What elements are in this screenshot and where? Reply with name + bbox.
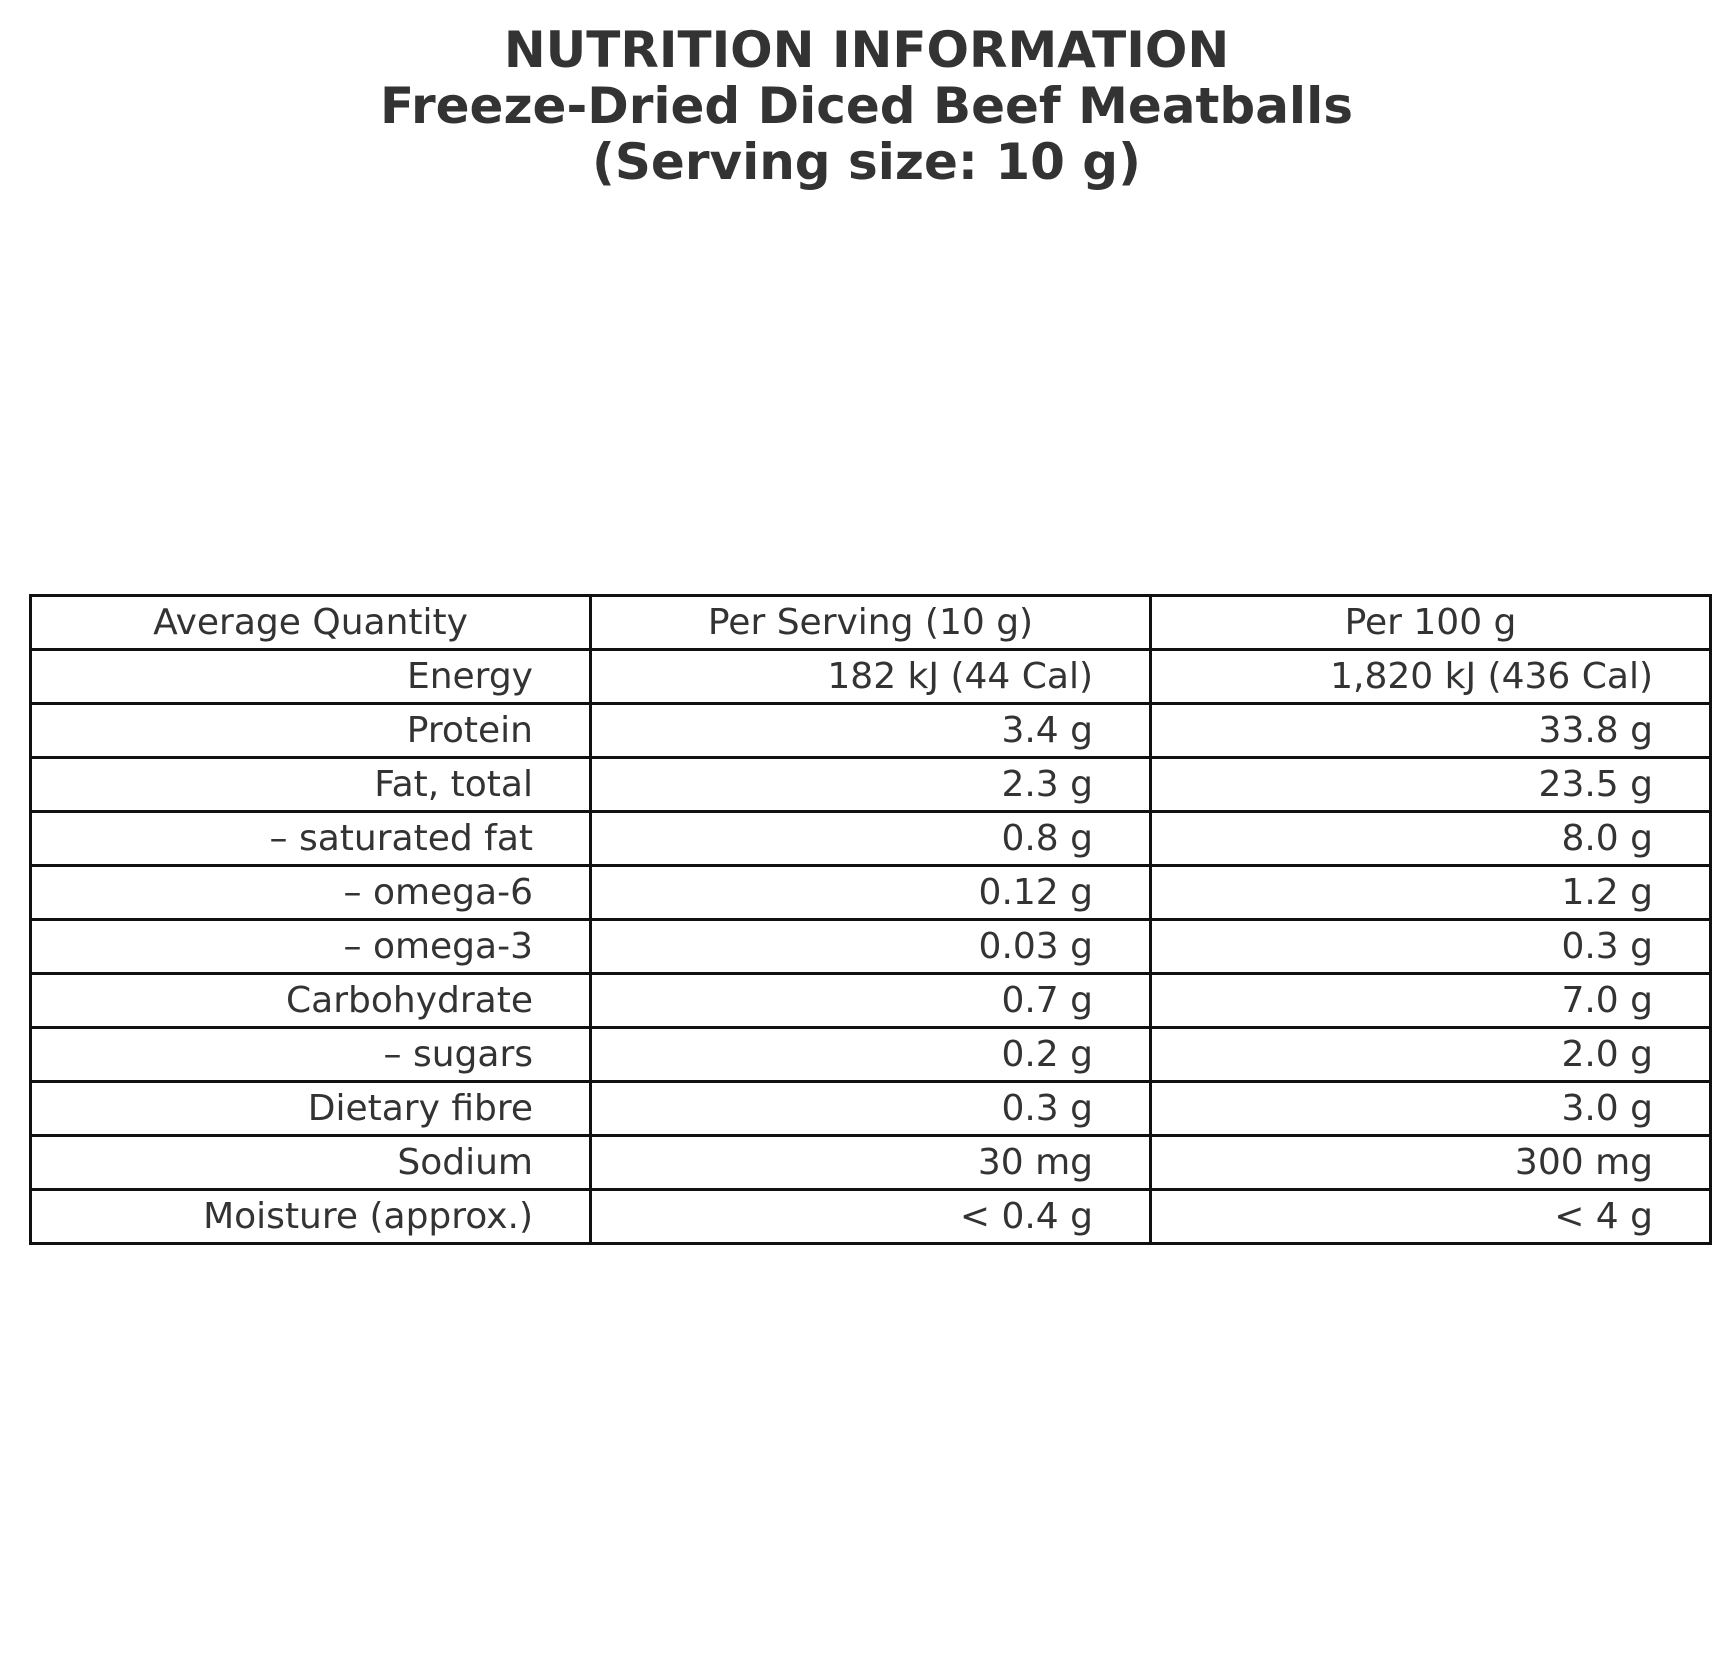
header-per-100g: Per 100 g <box>1151 596 1711 650</box>
per-serving-value: 0.8 g <box>591 812 1151 866</box>
row-label: – sugars <box>31 1028 591 1082</box>
title-line-1: NUTRITION INFORMATION <box>503 21 1230 79</box>
row-label: Moisture (approx.) <box>31 1190 591 1244</box>
per-100g-value: 2.0 g <box>1151 1028 1711 1082</box>
nutrition-table <box>29 594 1712 1245</box>
table-row <box>31 758 1711 812</box>
table-header-row <box>31 596 1711 650</box>
row-label: Energy <box>31 650 591 704</box>
per-serving-value: 0.12 g <box>591 866 1151 920</box>
per-serving-value: 0.7 g <box>591 974 1151 1028</box>
table-row <box>31 1082 1711 1136</box>
per-100g-value: 1,820 kJ (436 Cal) <box>1151 650 1711 704</box>
per-100g-value: 7.0 g <box>1151 974 1711 1028</box>
row-label: – omega-3 <box>31 920 591 974</box>
per-serving-value: 3.4 g <box>591 704 1151 758</box>
per-100g-value: 300 mg <box>1151 1136 1711 1190</box>
table-row <box>31 1136 1711 1190</box>
table-row <box>31 650 1711 704</box>
title-line-2: Freeze-Dried Diced Beef Meatballs <box>380 77 1353 135</box>
per-100g-value: < 4 g <box>1151 1190 1711 1244</box>
per-100g-value: 8.0 g <box>1151 812 1711 866</box>
row-label: Carbohydrate <box>31 974 591 1028</box>
header-average-quantity: Average Quantity <box>31 596 591 650</box>
title-line-3: (Serving size: 10 g) <box>592 133 1141 191</box>
per-serving-value: 182 kJ (44 Cal) <box>591 650 1151 704</box>
table-row <box>31 1190 1711 1244</box>
per-100g-value: 33.8 g <box>1151 704 1711 758</box>
row-label: Fat, total <box>31 758 591 812</box>
per-serving-value: 2.3 g <box>591 758 1151 812</box>
per-100g-value: 3.0 g <box>1151 1082 1711 1136</box>
table-row <box>31 866 1711 920</box>
per-100g-value: 1.2 g <box>1151 866 1711 920</box>
row-label: Dietary fibre <box>31 1082 591 1136</box>
chart-title <box>0 22 1733 190</box>
per-100g-value: 0.3 g <box>1151 920 1711 974</box>
row-label: Sodium <box>31 1136 591 1190</box>
per-serving-value: 0.3 g <box>591 1082 1151 1136</box>
table-row <box>31 974 1711 1028</box>
row-label: – saturated fat <box>31 812 591 866</box>
per-serving-value: 0.2 g <box>591 1028 1151 1082</box>
per-serving-value: 0.03 g <box>591 920 1151 974</box>
table-row <box>31 704 1711 758</box>
header-per-serving: Per Serving (10 g) <box>591 596 1151 650</box>
table-row <box>31 1028 1711 1082</box>
per-serving-value: < 0.4 g <box>591 1190 1151 1244</box>
table-row <box>31 812 1711 866</box>
row-label: Protein <box>31 704 591 758</box>
per-100g-value: 23.5 g <box>1151 758 1711 812</box>
per-serving-value: 30 mg <box>591 1136 1151 1190</box>
table-row <box>31 920 1711 974</box>
row-label: – omega-6 <box>31 866 591 920</box>
